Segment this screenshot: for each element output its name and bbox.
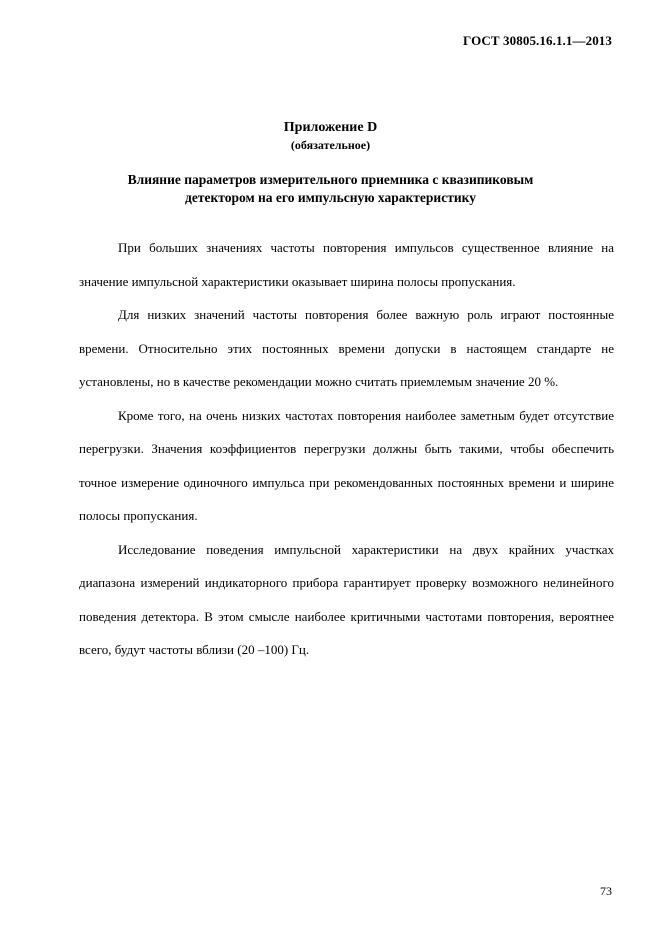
annex-status: (обязательное): [290, 138, 371, 152]
page-number: 73: [600, 884, 612, 898]
annex-title-line-1: Влияние параметров измерительного приемника с квазипиковым: [127, 172, 534, 187]
annex-title-line-2: детектором на его импульсную характеристику: [185, 190, 476, 205]
body-text: [79, 231, 614, 667]
annex-label: Приложение D: [283, 120, 378, 135]
paragraph-2: Для низких значений частоты повторения более важную роль играют постоянные времени. Относительно этих постоянных времени допуски в настоящем стандарте не установлены, но в качестве рекомендации можно считать приемлемым значение 20 %.: [79, 307, 614, 389]
annex-title: [0, 171, 661, 207]
document-code: ГОСТ 30805.16.1.1—2013: [463, 33, 612, 48]
paragraph-4: Исследование поведения импульсной характеристики на двух крайних участках диапазона измерений индикаторного прибора гарантирует проверку возможного нелинейного поведения детектора. В этом смысле наиболее критичными частотами повторения, вероятнее всего, будут частоты вблизи (20 –100) Гц.: [79, 541, 614, 657]
paragraph-3: Кроме того, на очень низких частотах повторения наиболее заметным будет отсутствие перегрузки. Значения коэффициентов перегрузки должны быть такими, чтобы обеспечить точное измерение одиночного импульса при рекомендованных постоянных времени и ширине полосы пропускания.: [79, 407, 614, 523]
paragraph-1: При больших значениях частоты повторения импульсов существенное влияние на значение импульсной характеристики оказывает ширина полосы пропускания.: [79, 240, 614, 289]
